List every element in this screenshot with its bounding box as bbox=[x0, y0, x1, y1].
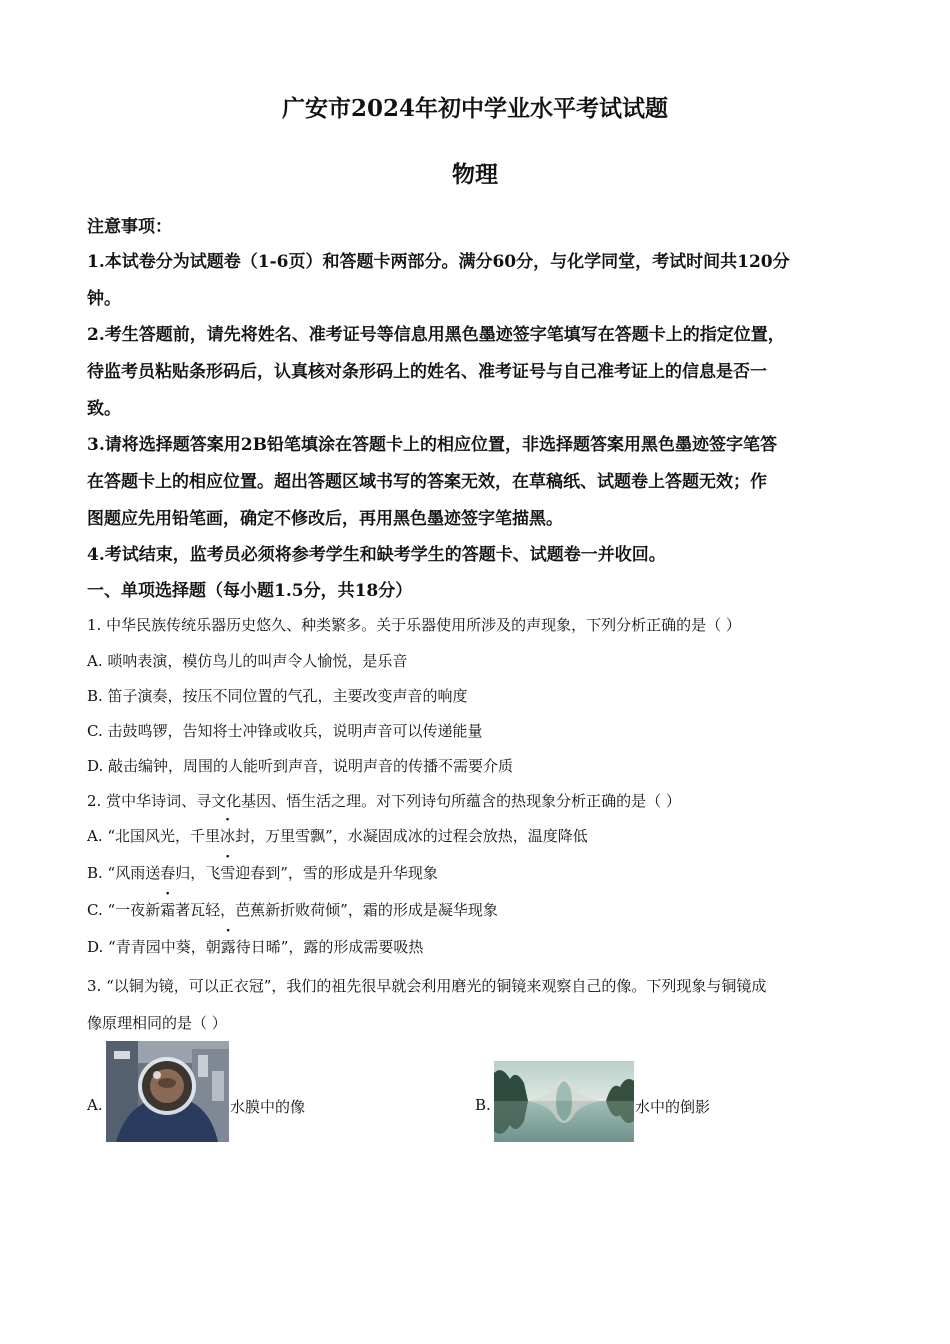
subject-title: 物理 bbox=[452, 161, 498, 188]
water-film-image bbox=[106, 1041, 229, 1142]
notice-line: 待监考员粘贴条形码后，认真核对条形码上的姓名、准考证号与自己准考证上的信息是否一 bbox=[87, 362, 767, 382]
notice-line: 图题应先用铅笔画，确定不修改后，再用黑色墨迹签字笔描黑。 bbox=[87, 509, 563, 529]
emphasis-char: 霜 bbox=[160, 901, 176, 919]
question-3-option-b-text: 水中的倒影 bbox=[635, 1098, 711, 1116]
question-2-option-a: A. “北国风光，千里冰封，万里雪飘”，水凝固成冰的过程会放热，温度降低 bbox=[87, 827, 588, 845]
notice-line: 在答题卡上的相应位置。超出答题区域书写的答案无效，在草稿纸、试题卷上答题无效；作 bbox=[87, 472, 767, 492]
question-3-option-a-label: A. bbox=[87, 1096, 103, 1114]
question-2-option-b: B. “风雨送春归，飞雪迎春到”，雪的形成是升华现象 bbox=[87, 864, 438, 882]
bridge-reflection-image bbox=[494, 1061, 634, 1142]
question-3-stem: 3. “以铜为镜，可以正衣冠”，我们的祖先很早就会利用磨光的铜镜来观察自己的像。下列现象与铜镜成 bbox=[87, 977, 767, 995]
notice-line: 钟。 bbox=[87, 289, 121, 309]
emphasis-char: 冰 bbox=[220, 827, 236, 845]
question-2-stem: 2. 赏中华诗词、寻文化基因、悟生活之理。对下列诗句所蕴含的热现象分析正确的是（ ） bbox=[87, 792, 681, 810]
notice-line: 2.考生答题前，请先将姓名、准考证号等信息用黑色墨迹签字笔填写在答题卡上的指定位置， bbox=[87, 325, 785, 345]
question-1-option-a: A. 唢呐表演，模仿鸟儿的叫声令人愉悦，是乐音 bbox=[87, 652, 408, 670]
question-1-option-b: B. 笛子演奏，按压不同位置的气孔，主要改变声音的响度 bbox=[87, 687, 468, 705]
emphasis-char: 露 bbox=[220, 938, 236, 956]
exam-title: 广安市2024年初中学业水平考试试题 bbox=[281, 95, 668, 122]
notice-heading: 注意事项： bbox=[87, 217, 172, 237]
question-2-option-d: D. “青青园中葵，朝露待日晞”，露的形成需要吸热 bbox=[87, 938, 424, 956]
question-1-stem: 1. 中华民族传统乐器历史悠久、种类繁多。关于乐器使用所涉及的声现象，下列分析正确的是（ ） bbox=[87, 616, 741, 634]
question-1-option-c: C. 击鼓鸣锣，告知将士冲锋或收兵，说明声音可以传递能量 bbox=[87, 722, 483, 740]
question-3-stem-continued: 像原理相同的是（ ） bbox=[87, 1014, 227, 1032]
question-3-option-b-label: B. bbox=[475, 1096, 491, 1114]
question-2-option-c: C. “一夜新霜著瓦轻，芭蕉新折败荷倾”，霜的形成是凝华现象 bbox=[87, 901, 498, 919]
question-3-option-a-text: 水膜中的像 bbox=[230, 1098, 306, 1116]
notice-line: 4.考试结束，监考员必须将参考学生和缺考学生的答题卡、试题卷一并收回。 bbox=[87, 545, 666, 565]
emphasis-char: 雪 bbox=[220, 864, 236, 882]
notice-line: 致。 bbox=[87, 399, 121, 419]
section-heading: 一、单项选择题（每小题1.5分，共18分） bbox=[87, 581, 413, 601]
notice-line: 1.本试卷分为试题卷（1-6页）和答题卡两部分。满分60分，与化学同堂，考试时间共120分 bbox=[87, 252, 790, 272]
question-1-option-d: D. 敲击编钟，周围的人能听到声音，说明声音的传播不需要介质 bbox=[87, 757, 514, 775]
notice-line: 3.请将选择题答案用2B铅笔填涂在答题卡上的相应位置，非选择题答案用黑色墨迹签字笔答 bbox=[87, 435, 777, 455]
